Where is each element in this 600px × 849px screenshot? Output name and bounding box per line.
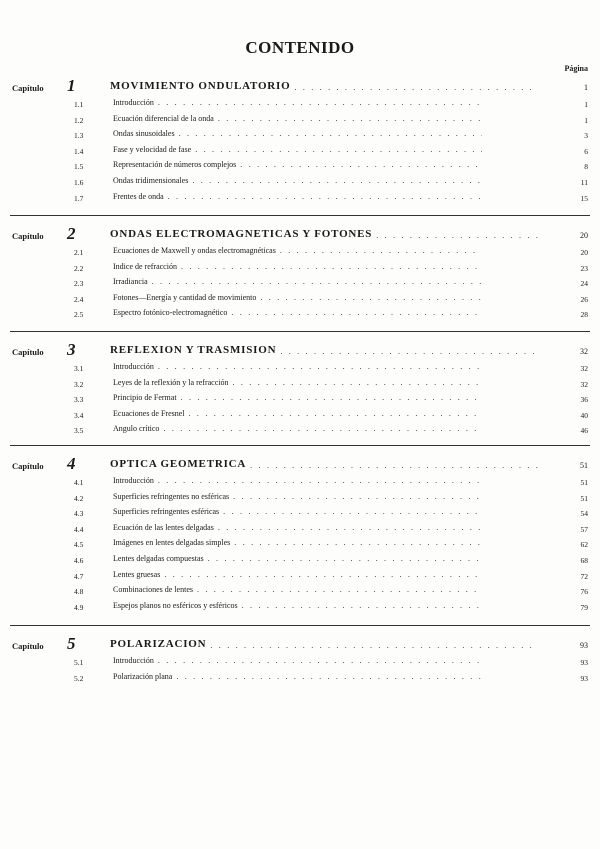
section-page: 1 — [584, 115, 588, 125]
section-page: 8 — [584, 162, 588, 172]
section-page: 93 — [580, 658, 588, 667]
section-page: 93 — [580, 673, 588, 683]
leader-dots — [233, 492, 482, 501]
section-title: Ecuación de las lentes delgadas — [113, 522, 214, 532]
section-title: Introducción — [113, 476, 154, 485]
section-page: 28 — [580, 310, 588, 320]
section-title: Lentes delgadas compuestas — [113, 553, 204, 563]
chapter-title: ONDAS ELECTROMAGNETICAS Y FOTONES — [110, 228, 373, 240]
leader-dots — [158, 98, 482, 107]
section-page: 51 — [580, 493, 588, 503]
leader-dots — [208, 554, 482, 563]
section-title: Espejos planos no esféricos y esféricos — [113, 600, 238, 610]
section-number: 2.5 — [74, 310, 84, 320]
section-entry[interactable] — [0, 538, 600, 554]
chapter-block — [0, 78, 600, 207]
leader-dots — [233, 378, 483, 387]
chapter-block — [0, 226, 600, 324]
leader-dots — [240, 160, 482, 169]
section-entry[interactable] — [0, 378, 600, 394]
chapter-label: Capítulo — [12, 641, 44, 651]
leader-dots — [189, 409, 482, 418]
leader-dots — [164, 570, 482, 579]
section-page: 68 — [580, 555, 588, 565]
chapter-block — [0, 342, 600, 440]
section-number: 4.9 — [74, 602, 84, 612]
section-number: 3.4 — [74, 410, 84, 420]
section-entry[interactable] — [0, 492, 600, 508]
section-title: Introducción — [113, 656, 154, 665]
chapter-label: Capítulo — [12, 347, 44, 357]
section-number: 2.4 — [74, 294, 84, 304]
section-title: Superficies refringentes no esféricas — [113, 491, 230, 501]
chapter-divider — [10, 215, 590, 216]
leader-dots — [152, 277, 482, 286]
chapter-heading[interactable] — [0, 636, 600, 656]
section-title: Espectro fotónico-electromagnético — [113, 308, 228, 318]
section-number: 4.3 — [74, 509, 84, 519]
leader-dots — [242, 601, 482, 610]
section-page: 76 — [580, 587, 588, 597]
section-title: Ecuaciones de Fresnel — [113, 408, 185, 418]
chapter-label: Capítulo — [12, 83, 44, 93]
section-number: 4.8 — [74, 587, 84, 597]
chapter-divider — [10, 445, 590, 446]
chapter-page: 32 — [580, 347, 588, 356]
leader-dots — [280, 246, 482, 255]
section-title: Fotones—Energía y cantidad de movimiento — [113, 292, 257, 302]
section-entry[interactable] — [0, 656, 600, 672]
section-entry[interactable] — [0, 98, 600, 114]
section-number: 1.1 — [74, 100, 84, 109]
chapter-title: MOVIMIENTO ONDULATORIO — [110, 80, 291, 92]
chapter-label: Capítulo — [12, 461, 44, 471]
chapter-number: 4 — [67, 454, 76, 473]
section-title: Introducción — [113, 98, 154, 107]
section-entry[interactable] — [0, 424, 600, 440]
section-entry[interactable] — [0, 554, 600, 570]
section-entry[interactable] — [0, 145, 600, 161]
section-number: 4.6 — [74, 555, 84, 565]
section-number: 2.2 — [74, 263, 84, 273]
chapter-label: Capítulo — [12, 231, 44, 241]
section-page: 11 — [580, 177, 588, 187]
section-page: 72 — [580, 571, 588, 581]
section-entry[interactable] — [0, 362, 600, 378]
section-title: Introducción — [113, 362, 154, 371]
section-number: 4.2 — [74, 493, 84, 503]
page-column-label: Página — [564, 64, 588, 73]
leader-dots — [294, 83, 538, 92]
section-title: Ecuación diferencial de la onda — [113, 113, 214, 123]
section-entry[interactable] — [0, 585, 600, 601]
section-number: 1.3 — [74, 131, 84, 141]
section-entry[interactable] — [0, 176, 600, 192]
section-entry[interactable] — [0, 192, 600, 208]
leader-dots — [158, 476, 482, 485]
section-title: Indice de refracción — [113, 261, 177, 271]
chapter-block — [0, 456, 600, 616]
section-number: 1.7 — [74, 193, 84, 203]
section-entry[interactable] — [0, 507, 600, 523]
section-entry[interactable] — [0, 601, 600, 617]
section-entry[interactable] — [0, 262, 600, 278]
chapter-number: 2 — [67, 224, 76, 243]
section-entry[interactable] — [0, 160, 600, 176]
section-title: Fase y velocidad de fase — [113, 144, 192, 154]
chapter-title: OPTICA GEOMETRICA — [110, 458, 247, 470]
chapter-heading[interactable] — [0, 342, 600, 362]
section-number: 1.5 — [74, 162, 84, 172]
section-title: Frentes de onda — [113, 191, 164, 201]
section-page: 26 — [580, 294, 588, 304]
section-title: Principio de Fermat — [113, 393, 177, 403]
section-number: 3.3 — [74, 395, 84, 405]
leader-dots — [218, 523, 482, 532]
section-page: 62 — [580, 540, 588, 550]
section-number: 4.5 — [74, 540, 84, 550]
section-page: 57 — [580, 524, 588, 534]
section-entry[interactable] — [0, 409, 600, 425]
section-number: 3.1 — [74, 364, 84, 373]
section-number: 3.5 — [74, 426, 84, 436]
chapter-number: 3 — [67, 340, 76, 359]
section-page: 3 — [584, 131, 588, 141]
section-title: Ondas tridimensionales — [113, 175, 189, 185]
section-number: 4.7 — [74, 571, 84, 581]
section-title: Ecuaciones de Maxwell y ondas electromagnéticas — [113, 246, 276, 255]
section-number: 4.1 — [74, 478, 84, 487]
section-page: 40 — [580, 410, 588, 420]
chapter-title: POLARIZACION — [110, 638, 207, 650]
chapter-heading[interactable] — [0, 226, 600, 246]
leader-dots — [176, 672, 482, 681]
chapter-divider — [10, 625, 590, 626]
leader-dots — [181, 262, 482, 271]
leader-dots — [197, 585, 482, 594]
section-title: Ondas sinusoidales — [113, 129, 175, 139]
leader-dots — [168, 192, 482, 201]
leader-dots — [195, 145, 482, 154]
chapter-page: 20 — [580, 231, 588, 240]
section-page: 23 — [580, 263, 588, 273]
chapter-number: 1 — [67, 76, 76, 95]
page-title: CONTENIDO — [245, 38, 355, 57]
section-title: Combinaciones de lentes — [113, 585, 193, 595]
leader-dots — [280, 347, 538, 356]
chapter-number: 5 — [67, 634, 76, 653]
leader-dots — [231, 308, 482, 317]
section-title: Irradiancia — [113, 277, 148, 287]
section-number: 1.2 — [74, 115, 84, 125]
leader-dots — [376, 231, 538, 240]
section-page: 54 — [580, 509, 588, 519]
section-number: 2.1 — [74, 248, 84, 257]
leader-dots — [210, 641, 538, 650]
chapter-heading[interactable] — [0, 78, 600, 98]
section-entry[interactable] — [0, 523, 600, 539]
section-title: Lentes gruesas — [113, 569, 161, 579]
section-page: 46 — [580, 426, 588, 436]
section-entry[interactable] — [0, 672, 600, 688]
section-page: 24 — [580, 279, 588, 289]
section-page: 20 — [580, 248, 588, 257]
section-page: 51 — [580, 478, 588, 487]
section-page: 36 — [580, 395, 588, 405]
section-number: 1.4 — [74, 146, 84, 156]
section-page: 15 — [580, 193, 588, 203]
section-entry[interactable] — [0, 393, 600, 409]
section-entry[interactable] — [0, 129, 600, 145]
chapter-heading[interactable] — [0, 456, 600, 476]
section-page: 6 — [584, 146, 588, 156]
chapter-divider — [10, 331, 590, 332]
leader-dots — [250, 461, 538, 470]
section-title: Polarización plana — [113, 671, 173, 681]
section-title: Imágenes en lentes delgadas simples — [113, 538, 231, 548]
section-number: 4.4 — [74, 524, 84, 534]
leader-dots — [158, 362, 482, 371]
section-page: 79 — [580, 602, 588, 612]
section-number: 2.3 — [74, 279, 84, 289]
section-number: 3.2 — [74, 379, 84, 389]
leader-dots — [158, 656, 482, 665]
section-number: 1.6 — [74, 177, 84, 187]
chapter-block — [0, 636, 600, 687]
leader-dots — [223, 507, 482, 516]
chapter-page: 93 — [580, 641, 588, 650]
section-entry[interactable] — [0, 476, 600, 492]
leader-dots — [234, 538, 482, 547]
section-page: 32 — [580, 364, 588, 373]
section-number: 5.2 — [74, 673, 84, 683]
section-title: Representación de números complejos — [113, 160, 237, 170]
section-number: 5.1 — [74, 658, 84, 667]
section-entry[interactable] — [0, 114, 600, 130]
section-title: Superficies refringentes esféricas — [113, 507, 220, 517]
section-page: 32 — [580, 379, 588, 389]
chapter-title: REFLEXION Y TRASMISION — [110, 344, 277, 356]
section-entry[interactable] — [0, 570, 600, 586]
chapter-page: 1 — [584, 83, 588, 92]
section-entry[interactable] — [0, 277, 600, 293]
section-entry[interactable] — [0, 246, 600, 262]
leader-dots — [260, 293, 482, 302]
leader-dots — [179, 129, 482, 138]
leader-dots — [218, 114, 482, 123]
section-entry[interactable] — [0, 293, 600, 309]
section-entry[interactable] — [0, 308, 600, 324]
section-title: Leyes de la reflexión y la refracción — [113, 377, 229, 387]
section-page: 1 — [584, 100, 588, 109]
leader-dots — [181, 393, 482, 402]
chapter-page: 51 — [580, 461, 588, 470]
leader-dots — [192, 176, 482, 185]
section-title: Angulo crítico — [113, 424, 160, 434]
leader-dots — [163, 424, 482, 433]
